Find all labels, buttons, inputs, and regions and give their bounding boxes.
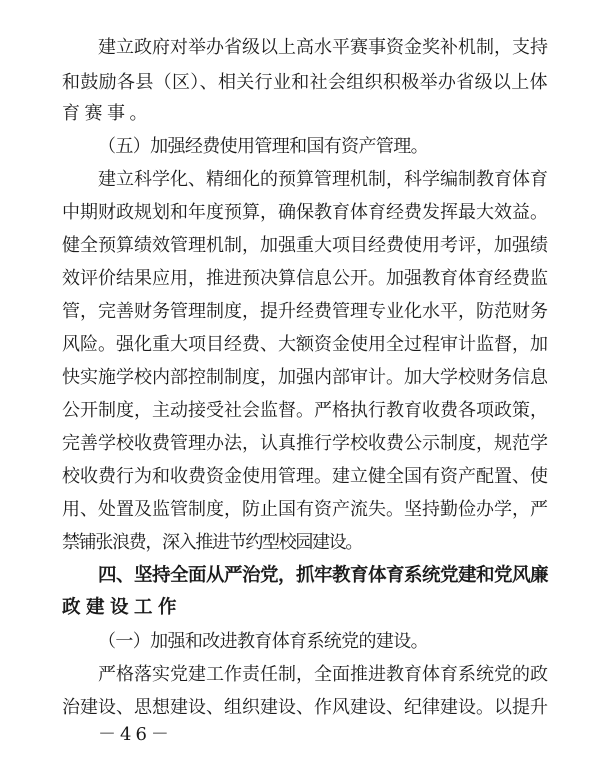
paragraph-line: 效评价结果应用，推进预决算信息公开。加强教育体育经费监 xyxy=(62,268,548,289)
paragraph-line: 禁铺张浪费，深入推进节约型校园建设。 xyxy=(62,532,363,553)
paragraph-line: 健全预算绩效管理机制，加强重大项目经费使用考评，加强绩 xyxy=(62,235,548,256)
paragraph-line: 建立政府对举办省级以上高水平赛事资金奖补机制，支持 xyxy=(98,37,548,58)
subsection-heading: （五）加强经费使用管理和国有资产管理。 xyxy=(98,136,429,157)
paragraph-line: 快实施学校内部控制制度，加强内部审计。加大学校财务信息 xyxy=(62,367,548,388)
section-heading: 四、坚持全面从严治党，抓牢教育体育系统党建和党风廉 xyxy=(98,565,549,586)
page-number: －46－ xyxy=(98,724,173,745)
paragraph-line: 完善学校收费管理办法，认真推行学校收费公示制度，规范学 xyxy=(62,433,548,454)
section-heading: 政建设工作 xyxy=(62,597,183,618)
paragraph-line: 中期财政规划和年度预算，确保教育体育经费发挥最大效益。 xyxy=(62,202,548,223)
paragraph-line: 风险。强化重大项目经费、大额资金使用全过程审计监督，加 xyxy=(62,334,548,355)
paragraph-line: 用、处置及监管制度，防止国有资产流失。坚持勤俭办学，严 xyxy=(62,499,548,520)
paragraph-line: 严格落实党建工作责任制，全面推进教育体育系统党的政 xyxy=(98,664,548,685)
paragraph-line: 建立科学化、精细化的预算管理机制，科学编制教育体育 xyxy=(98,169,548,190)
paragraph-line: 和鼓励各县（区）、相关行业和社会组织积极举办省级以上体 xyxy=(62,72,548,93)
paragraph-line: 管，完善财务管理制度，提升经费管理专业化水平，防范财务 xyxy=(62,301,548,322)
subsection-heading: （一）加强和改进教育体育系统党的建设。 xyxy=(98,631,429,652)
paragraph-line: 公开制度，主动接受社会监督。严格执行教育收费各项政策， xyxy=(62,400,548,421)
paragraph-line: 治建设、思想建设、组织建设、作风建设、纪律建设。以提升 xyxy=(62,697,548,718)
paragraph-line: 育赛事。 xyxy=(62,103,152,124)
paragraph-line: 校收费行为和收费资金使用管理。建立健全国有资产配置、使 xyxy=(62,466,548,487)
